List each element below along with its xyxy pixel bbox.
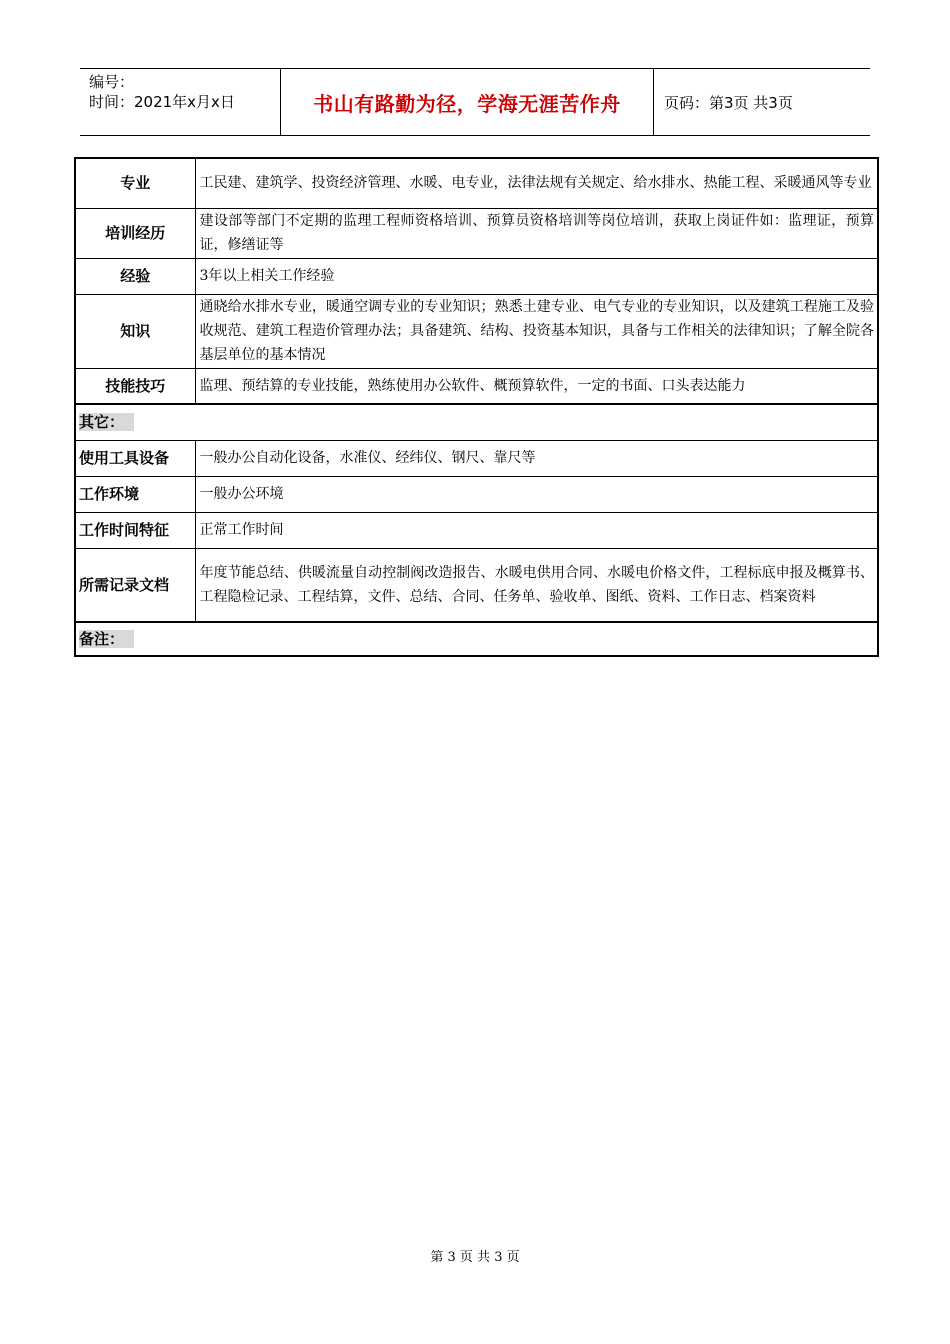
time-label: 时间：2021年x月x日 [89,93,235,111]
row-label: 工作时间特征 [75,512,195,548]
row-label: 专业 [75,158,195,208]
table-row [75,512,878,548]
row-label: 经验 [75,258,195,294]
row-value: 3年以上相关工作经验 [195,258,878,294]
table-row [75,548,878,622]
remarks-row [75,622,878,656]
table-row [75,440,878,476]
other-section-heading [75,404,878,440]
job-description-table [74,157,879,657]
row-value: 监理、预结算的专业技能，熟练使用办公软件、概预算软件，一定的书面、口头表达能力 [195,368,878,404]
other-section-row [75,404,878,440]
row-label: 知识 [75,294,195,368]
row-value: 正常工作时间 [195,512,878,548]
row-label: 技能技巧 [75,368,195,404]
other-label: 其它： [79,413,134,431]
remarks-label: 备注： [79,630,134,648]
row-value: 工民建、建筑学、投资经济管理、水暖、电专业，法律法规有关规定、给水排水、热能工程、采暖通风等专业 [195,158,878,208]
table-row [75,476,878,512]
table-row [75,208,878,258]
row-value: 一般办公环境 [195,476,878,512]
row-label: 所需记录文档 [75,548,195,622]
row-value: 通晓给水排水专业，暖通空调专业的专业知识；熟悉土建专业、电气专业的专业知识，以及建筑工程施工及验收规范、建筑工程造价管理办法；具备建筑、结构、投资基本知识，具备与工作相关的法律知识；了解全院各基层单位的基本情况 [195,294,878,368]
header-motto: 书山有路勤为径，学海无涯苦作舟 [281,69,654,135]
table-row [75,258,878,294]
table-row [75,294,878,368]
row-value: 建设部等部门不定期的监理工程师资格培训、预算员资格培训等岗位培训，获取上岗证件如：监理证，预算证，修缮证等 [195,208,878,258]
page-footer: 第 3 页 共 3 页 [430,1250,520,1265]
number-label: 编号： [89,73,135,91]
row-label: 使用工具设备 [75,440,195,476]
row-label: 工作环境 [75,476,195,512]
remarks-heading [75,622,878,656]
row-value: 一般办公自动化设备，水准仪、经纬仪、钢尺、靠尺等 [195,440,878,476]
page-info: 页码：第3页 共3页 [664,93,793,112]
row-label: 培训经历 [75,208,195,258]
table-row [75,158,878,208]
header-meta [80,69,281,135]
table-row [75,368,878,404]
page-header [80,68,870,136]
row-value: 年度节能总结、供暖流量自动控制阀改造报告、水暖电供用合同、水暖电价格文件，工程标底申报及概算书、工程隐检记录、工程结算，文件、总结、合同、任务单、验收单、图纸、资料、工作日志、档案资料 [195,548,878,622]
